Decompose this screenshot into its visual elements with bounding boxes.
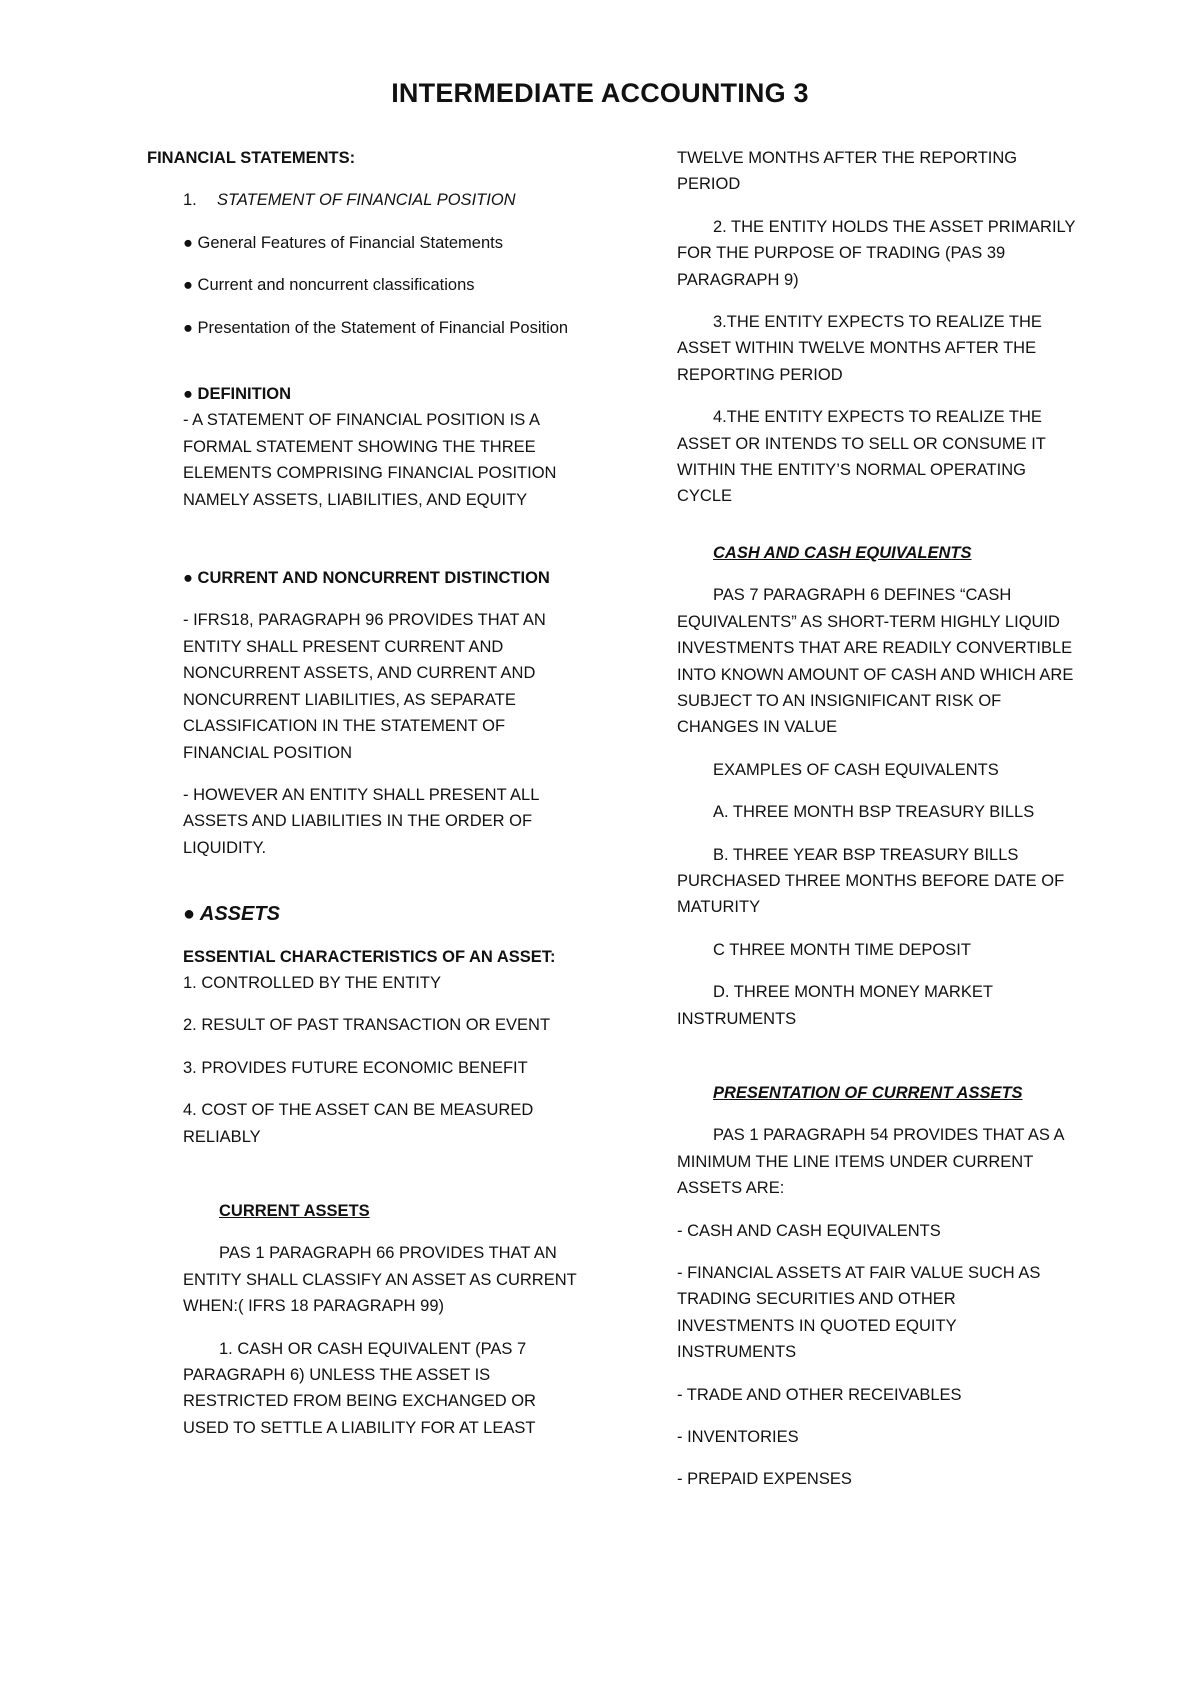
current-condition: 2. THE ENTITY HOLDS THE ASSET PRIMARILY FOR THE PURPOSE OF TRADING (PAS 39 PARAGRAPH 9) [677, 217, 1076, 289]
line-item: - FINANCIAL ASSETS AT FAIR VALUE SUCH AS TRADING SECURITIES AND OTHER INVESTMENTS IN QUOTED EQUITY INSTRUMENTS [677, 1264, 1041, 1362]
presentation-intro: PAS 1 PARAGRAPH 54 PROVIDES THAT AS A MINIMUM THE LINE ITEMS UNDER CURRENT ASSETS ARE: [677, 1126, 1064, 1198]
distinction-paragraph: - HOWEVER AN ENTITY SHALL PRESENT ALL ASSETS AND LIABILITIES IN THE ORDER OF LIQUIDITY. [183, 785, 539, 857]
sfp-heading [147, 187, 577, 213]
characteristics-heading: ESSENTIAL CHARACTERISTICS OF AN ASSET: [183, 947, 556, 966]
current-assets-heading: CURRENT ASSETS [219, 1201, 370, 1220]
characteristic-item: 3. PROVIDES FUTURE ECONOMIC BENEFIT [183, 1058, 528, 1077]
cash-equivalents-definition: PAS 7 PARAGRAPH 6 DEFINES “CASH EQUIVALENTS” AS SHORT-TERM HIGHLY LIQUID INVESTMENTS THAT ARE READILY CONVERTIBLE INTO KNOWN AMOUNT OF CASH AND WHICH ARE SUBJECT TO AN INSIGNIFICANT RISK OF CHANGES IN VALUE [677, 586, 1074, 737]
example-item: B. THREE YEAR BSP TREASURY BILLS PURCHASED THREE MONTHS BEFORE DATE OF MATURITY [677, 845, 1065, 917]
distinction-heading: ● CURRENT AND NONCURRENT DISTINCTION [183, 569, 550, 588]
line-item: - INVENTORIES [677, 1428, 799, 1447]
current-assets-intro: PAS 1 PARAGRAPH 66 PROVIDES THAT AN ENTITY SHALL CLASSIFY AN ASSET AS CURRENT WHEN:( IFRS 18 PARAGRAPH 99) [183, 1244, 577, 1316]
example-item: C THREE MONTH TIME DEPOSIT [713, 940, 971, 959]
characteristic-item: 2. RESULT OF PAST TRANSACTION OR EVENT [183, 1016, 551, 1035]
examples-heading: EXAMPLES OF CASH EQUIVALENTS [713, 760, 999, 779]
line-item: - TRADE AND OTHER RECEIVABLES [677, 1385, 962, 1404]
presentation-heading: PRESENTATION OF CURRENT ASSETS [713, 1083, 1023, 1102]
sfp-title: STATEMENT OF FINANCIAL POSITION [217, 191, 516, 210]
current-condition: 3.THE ENTITY EXPECTS TO REALIZE THE ASSET WITHIN TWELVE MONTHS AFTER THE REPORTING PERIOD [677, 313, 1042, 384]
current-condition: 1. CASH OR CASH EQUIVALENT (PAS 7 PARAGRAPH 6) UNLESS THE ASSET IS RESTRICTED FROM BEING EXCHANGED OR USED TO SETTLE A LIABILITY FOR AT LEAST [183, 1339, 536, 1437]
characteristic-item: 1. CONTROLLED BY THE ENTITY [183, 973, 441, 992]
financial-statements-heading: FINANCIAL STATEMENTS: [147, 149, 356, 167]
example-item: A. THREE MONTH BSP TREASURY BILLS [713, 803, 1035, 822]
cash-equivalents-heading: CASH AND CASH EQUIVALENTS [713, 543, 972, 562]
feature-bullet: ● Presentation of the Statement of Financial Position [183, 318, 569, 337]
line-item: - PREPAID EXPENSES [677, 1470, 852, 1489]
definition-text: - A STATEMENT OF FINANCIAL POSITION IS A FORMAL STATEMENT SHOWING THE THREE ELEMENTS COMPRISING FINANCIAL POSITION NAMELY ASSETS, LIABILITIES, AND EQUITY [183, 411, 557, 509]
left-column [147, 145, 577, 1457]
current-condition: 4.THE ENTITY EXPECTS TO REALIZE THE ASSET OR INTENDS TO SELL OR CONSUME IT WITHIN THE ENTITY’S NORMAL OPERATING CYCLE [677, 408, 1046, 506]
example-item: D. THREE MONTH MONEY MARKET INSTRUMENTS [677, 983, 993, 1028]
characteristic-item: 4. COST OF THE ASSET CAN BE MEASURED RELIABLY [183, 1101, 534, 1146]
definition-heading: ● DEFINITION [183, 385, 292, 404]
current-condition-continued: TWELVE MONTHS AFTER THE REPORTING PERIOD [677, 149, 1018, 194]
feature-bullet: ● Current and noncurrent classifications [183, 276, 475, 295]
distinction-paragraph: - IFRS18, PARAGRAPH 96 PROVIDES THAT AN ENTITY SHALL PRESENT CURRENT AND NONCURRENT ASSETS, AND CURRENT AND NONCURRENT LIABILITIES, AS SEPARATE CLASSIFICATION IN THE STATEMENT OF FINANCIAL POSITION [183, 611, 546, 762]
line-item: - CASH AND CASH EQUIVALENTS [677, 1221, 941, 1240]
page-title: INTERMEDIATE ACCOUNTING 3 [391, 78, 809, 108]
assets-heading: ● ASSETS [183, 903, 280, 926]
sfp-number: 1. [183, 191, 197, 210]
feature-bullet: ● General Features of Financial Statements [183, 233, 503, 252]
right-column [677, 145, 1077, 1509]
